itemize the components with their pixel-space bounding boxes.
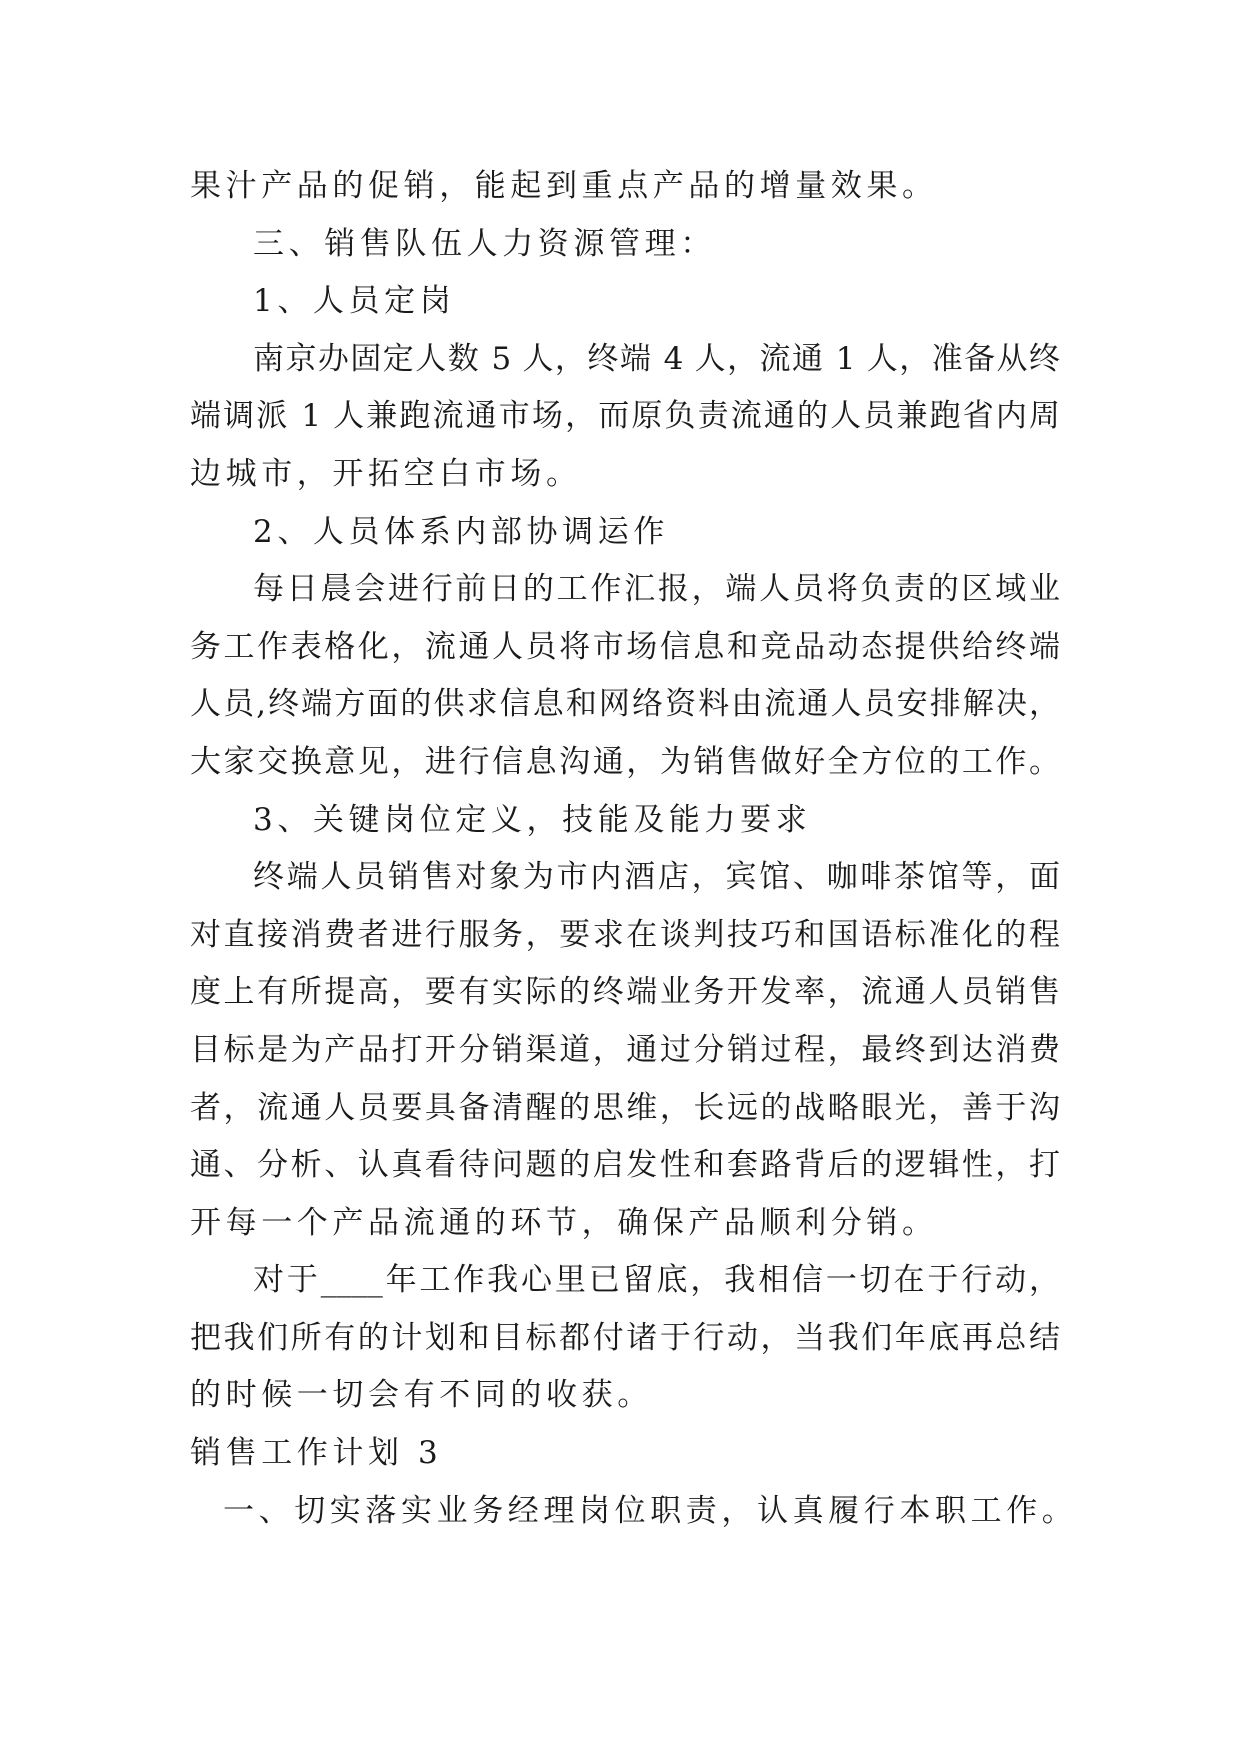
paragraph-line: 目标是为产品打开分销渠道，通过分销过程，最终到达消费 [190, 1031, 1060, 1068]
paragraph-line: 人员,终端方面的供求信息和网络资料由流通人员安排解决， [190, 686, 1060, 723]
paragraph-line: 把我们所有的计划和目标都付诸于行动，当我们年底再总结 [190, 1319, 1060, 1356]
subsection-heading: 3、关键岗位定义，技能及能力要求 [253, 801, 812, 838]
subsection-heading: 2、人员体系内部协调运作 [253, 513, 669, 550]
paragraph-line: 度上有所提高，要有实际的终端业务开发率，流通人员销售 [190, 974, 1060, 1011]
paragraph-line: 端调派 1 人兼跑流通市场，而原负责流通的人员兼跑省内周 [190, 398, 1060, 435]
paragraph-line: 者，流通人员要具备清醒的思维，长远的战略眼光，善于沟 [190, 1089, 1060, 1126]
document-body [190, 158, 1078, 1540]
paragraph-line: 开每一个产品流通的环节，确保产品顺利分销。 [190, 1204, 938, 1241]
subsection-heading: 1、人员定岗 [253, 283, 456, 320]
paragraph-line: 边城市，开拓空白市场。 [190, 455, 582, 492]
paragraph-line: 务工作表格化，流通人员将市场信息和竞品动态提供给终端 [190, 628, 1060, 665]
paragraph-line: 南京办固定人数 5 人，终端 4 人，流通 1 人，准备从终 [253, 340, 1060, 377]
section-heading: 一、切实落实业务经理岗位职责，认真履行本职工作。 [223, 1492, 1078, 1529]
paragraph-line: 对于____年工作我心里已留底，我相信一切在于行动， [253, 1262, 1060, 1299]
section-heading: 三、销售队伍人力资源管理： [253, 225, 716, 262]
document-title: 销售工作计划 3 [190, 1435, 443, 1472]
paragraph-line: 对直接消费者进行服务，要求在谈判技巧和国语标准化的程 [190, 916, 1060, 953]
paragraph-line: 果汁产品的促销，能起到重点产品的增量效果。 [190, 168, 938, 204]
paragraph-line: 通、分析、认真看待问题的启发性和套路背后的逻辑性，打 [190, 1147, 1060, 1184]
paragraph-line: 的时候一切会有不同的收获。 [190, 1377, 653, 1414]
paragraph-line: 大家交换意见，进行信息沟通，为销售做好全方位的工作。 [190, 743, 1060, 780]
paragraph-line: 每日晨会进行前日的工作汇报，端人员将负责的区域业 [253, 571, 1060, 608]
paragraph-line: 终端人员销售对象为市内酒店，宾馆、咖啡茶馆等，面 [253, 859, 1060, 896]
